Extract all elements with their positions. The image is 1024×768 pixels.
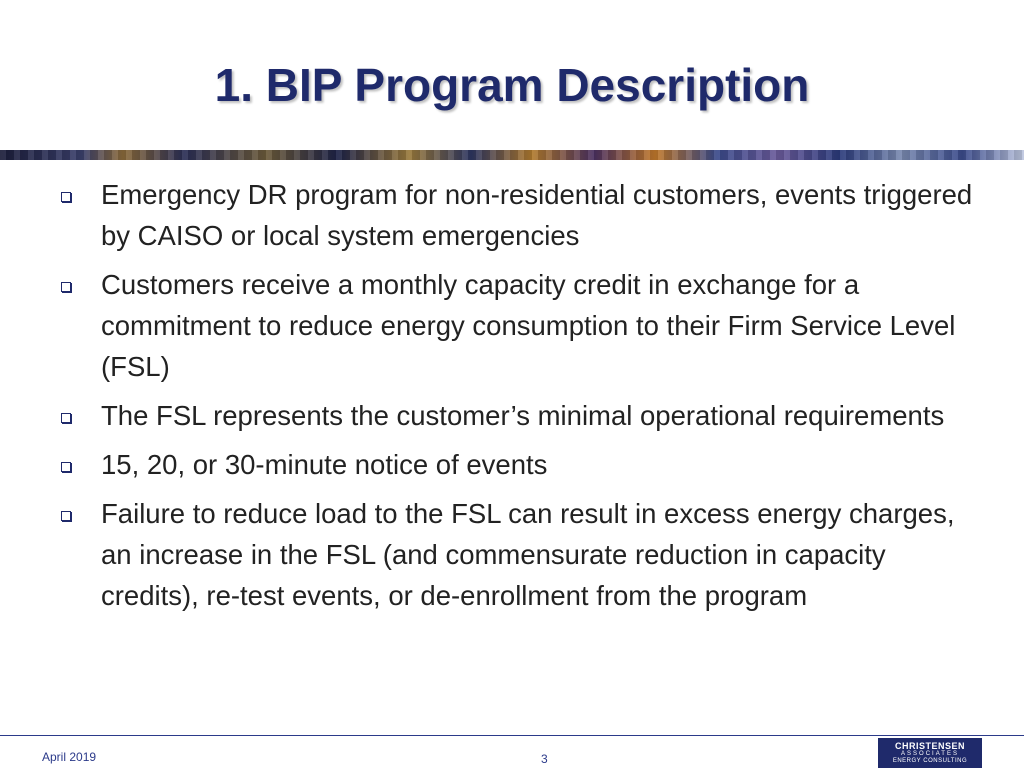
bullet-item (56, 174, 976, 256)
bullet-text: Failure to reduce load to the FSL can result in excess energy charges, an increase in the FSL (and commensurate reduction in capacity credits), re-test events, or de-enrollment from the program (101, 498, 955, 611)
bullet-text: 15, 20, or 30-minute notice of events (101, 449, 548, 480)
square-bullet-icon (61, 282, 71, 292)
bullet-item (56, 444, 976, 485)
bullet-item (56, 395, 976, 436)
bullet-item (56, 493, 976, 616)
footer-divider (0, 735, 1024, 736)
square-bullet-icon (61, 511, 71, 521)
logo-line-1: CHRISTENSEN (894, 741, 965, 751)
footer-date: April 2019 (42, 750, 97, 764)
page-number: 3 (541, 752, 548, 766)
bullet-text: Emergency DR program for non-residential customers, events triggered by CAISO or local system emergencies (101, 179, 973, 251)
bullet-list (56, 174, 976, 624)
bullet-text: The FSL represents the customer’s minimal operational requirements (101, 400, 945, 431)
logo-line-2: ASSOCIATES (901, 751, 959, 757)
square-bullet-icon (61, 413, 71, 423)
logo-line-3: ENERGY CONSULTING (892, 758, 968, 764)
square-bullet-icon (61, 462, 71, 472)
bullet-text: Customers receive a monthly capacity credit in exchange for a commitment to reduce energy consumption to their Firm Service Level (FSL) (101, 269, 956, 382)
header-banner-image (0, 150, 1024, 160)
bullet-item (56, 264, 976, 387)
slide-title: 1. BIP Program Description (214, 59, 810, 111)
company-logo (878, 738, 982, 768)
square-bullet-icon (61, 192, 71, 202)
